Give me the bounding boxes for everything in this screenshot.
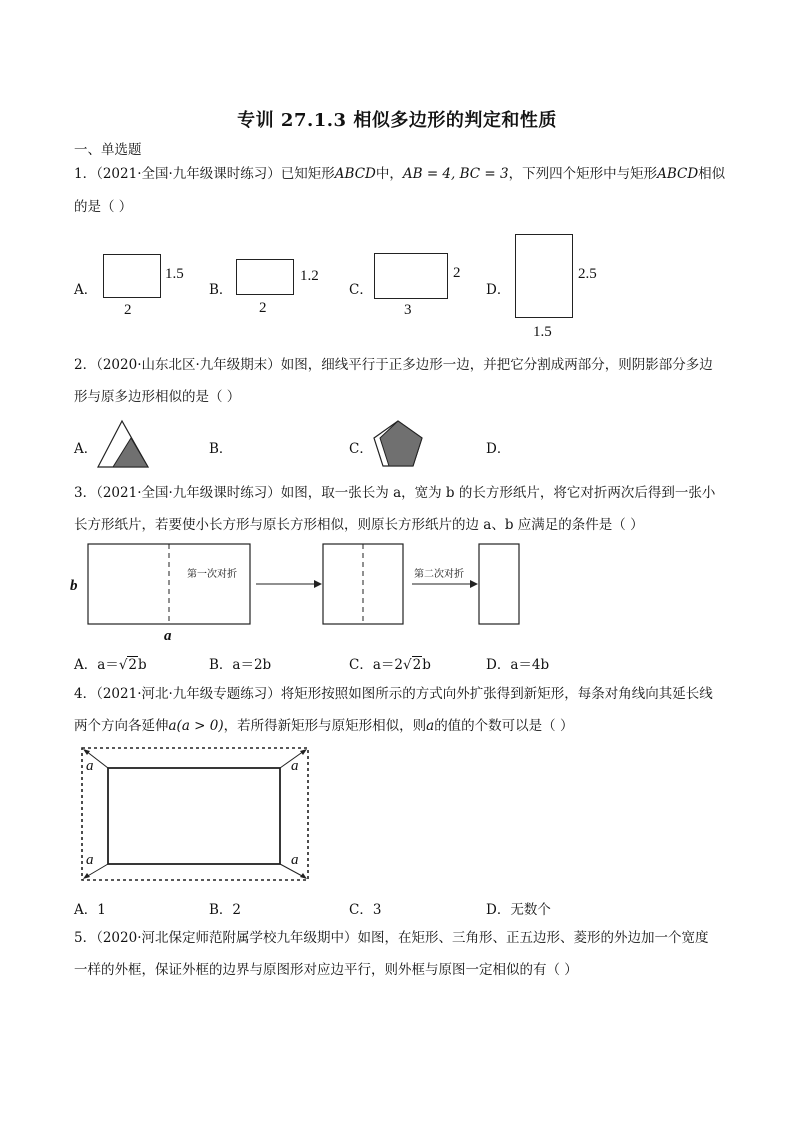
q2-option-c-letter[interactable]: C． [349, 441, 373, 457]
q1-option-a-letter[interactable]: A． [74, 282, 98, 298]
q2-option-a-triangle [95, 418, 155, 470]
q1-option-b-height: 1.2 [300, 268, 319, 284]
q1-option-c-height: 2 [453, 265, 461, 281]
q1-option-a-rect [103, 254, 161, 298]
q1-line-2: 的是（ ） [74, 199, 133, 215]
q2-option-c-pentagon [370, 418, 426, 470]
q5-line-2: 一样的外框，保证外框的边界与原图形对应边平行，则外框与原图一定相似的有（ ） [74, 962, 578, 978]
q4-line-2 [74, 718, 724, 734]
q1-option-c-width: 3 [404, 302, 412, 318]
q3-side-b-label: b [70, 578, 78, 594]
q3-quarter-rect [479, 544, 519, 624]
q3-option-a-pre: a＝ [97, 657, 119, 673]
q3-fold-label-2: 第二次对折 [414, 569, 464, 580]
q4-corner-label-bl: a [86, 852, 94, 868]
page-title: 专训 27.1.3 相似多边形的判定和性质 [237, 110, 557, 131]
q1-line-1 [74, 166, 724, 182]
q3-line-2: 长方形纸片，若要使小长方形与原长方形相似，则原长方形纸片的边 a、b 应满足的条件是（ ） [74, 517, 644, 533]
q2-option-b-letter[interactable]: B． [209, 441, 233, 457]
q4-option-b[interactable]: B．2 [209, 902, 242, 918]
q3-folding-figure [70, 538, 540, 648]
q1-option-d-width: 1.5 [533, 324, 552, 340]
q3-option-d-letter: D． [486, 657, 511, 673]
q3-option-c-letter: C． [349, 657, 373, 673]
q1-option-c-rect [374, 253, 448, 299]
q1-option-d-rect [515, 234, 573, 318]
q3-option-b-text: a＝2b [232, 657, 272, 673]
q1-option-b-letter[interactable]: B． [209, 282, 233, 298]
q4-text-a: 两个方向各延伸 [74, 718, 169, 734]
q4-arrow-br [300, 873, 307, 879]
q4-option-d[interactable]: D．无数个 [486, 902, 551, 918]
q4-corner-label-tl: a [86, 758, 94, 774]
q1-option-b-rect [236, 259, 294, 295]
section-heading: 一、单选题 [74, 142, 142, 158]
q3-option-a-letter: A． [74, 657, 98, 673]
q1-rect-name-2: ABCD [657, 166, 699, 182]
q1-text-a: 1．（2021·全国·九年级课时练习）已知矩形 [74, 166, 335, 182]
q4-text-b: ，若所得新矩形与原矩形相似，则 [223, 718, 427, 734]
q4-corner-label-tr: a [291, 758, 299, 774]
q2-line-1: 2．（2020·山东北区·九年级期末）如图，细线平行于正多边形一边，并把它分割成两部分，则阴影部分多边 [74, 357, 713, 373]
q3-option-c-pre: a＝2 [372, 657, 403, 673]
q3-arrow-head-2 [470, 580, 478, 588]
q3-option-c-root: 2 [412, 657, 422, 673]
q3-option-a[interactable]: A．a＝√2b [74, 657, 147, 673]
q3-side-a-label: a [164, 628, 172, 644]
q1-option-c-letter[interactable]: C． [349, 282, 373, 298]
q1-option-a-width: 2 [124, 302, 132, 318]
q4-line-1: 4．（2021·河北·九年级专题练习）将矩形按照如图所示的方式向外扩张得到新矩形，每条对角线向其延长线 [74, 686, 713, 702]
q1-text-d: 相似 [698, 166, 726, 182]
q2-option-a-letter[interactable]: A． [74, 441, 98, 457]
q2-line-2: 形与原多边形相似的是（ ） [74, 389, 241, 405]
q3-line-1: 3．（2021·全国·九年级课时练习）如图，取一张长为 a，宽为 b 的长方形纸片，将它对折两次后得到一张小 [74, 485, 716, 501]
q3-option-a-root: 2 [128, 657, 138, 673]
q1-option-d-letter[interactable]: D． [486, 282, 511, 298]
q2-option-d-letter[interactable]: D． [486, 441, 511, 457]
q1-condition: AB = 4, BC = 3 [402, 166, 509, 182]
q3-option-d[interactable] [486, 653, 549, 673]
q4-condition: a(a > 0) [168, 718, 224, 734]
q5-line-1: 5．（2020·河北保定师范附属学校九年级期中）如图，在矩形、三角形、正五边形、菱形的外边加一个宽度 [74, 930, 709, 946]
q3-option-b-letter: B． [209, 657, 233, 673]
q3-option-c-post: b [422, 657, 431, 673]
q4-arrow-bl [83, 873, 90, 879]
q4-arrow-tr [300, 749, 307, 755]
q4-text-c: 的值的个数可以是（ ） [434, 718, 574, 734]
q4-arrow-tl [83, 749, 90, 755]
q1-option-a-height: 1.5 [165, 266, 184, 282]
q3-option-a-post: b [138, 657, 147, 673]
q3-option-b[interactable] [209, 653, 271, 673]
q3-option-d-text: a＝4b [510, 657, 550, 673]
q1-option-b-width: 2 [259, 300, 267, 316]
q4-variable: a [426, 718, 435, 734]
q1-text-c: ，下列四个矩形中与矩形 [508, 166, 658, 182]
q4-original-rect [108, 768, 280, 864]
q1-option-d-height: 2.5 [578, 266, 597, 282]
q3-arrow-head-1 [314, 580, 322, 588]
q1-rect-name: ABCD [334, 166, 376, 182]
q1-text-b: 中， [375, 166, 403, 182]
q4-option-c[interactable]: C．3 [349, 902, 382, 918]
q4-expansion-figure [74, 742, 318, 892]
q4-option-a[interactable]: A．1 [74, 902, 106, 918]
q4-corner-label-br: a [291, 852, 299, 868]
q3-option-c[interactable]: C．a＝2√2b [349, 657, 431, 673]
q3-fold-label-1: 第一次对折 [187, 569, 237, 580]
